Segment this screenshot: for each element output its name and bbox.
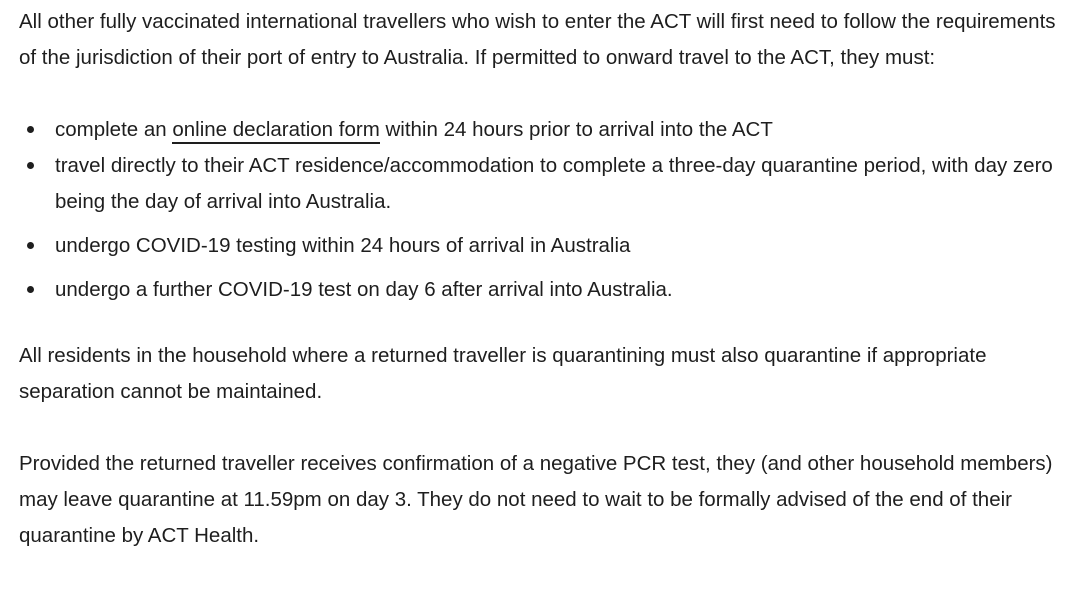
- household-paragraph: All residents in the household where a returned traveller is quarantining must also quarantine if appropriate separation cannot be maintained.: [19, 344, 987, 403]
- bullet-icon: [27, 286, 34, 293]
- list-item-quarantine: [19, 148, 1066, 220]
- list-item-text-after: within 24 hours prior to arrival into the ACT: [379, 118, 773, 141]
- list-item-declaration: [19, 112, 1066, 148]
- bullet-icon: [27, 242, 34, 249]
- list-item-testing: [19, 228, 1066, 264]
- intro-paragraph: All other fully vaccinated international travellers who wish to enter the ACT will first need to follow the requirements of the jurisdiction of their port of entry to Australia. If permitted to onward travel to the ACT, they must:: [19, 10, 1056, 69]
- list-item-text: undergo a further COVID-19 test on day 6 after arrival into Australia.: [55, 278, 673, 301]
- list-item-text-before: complete an: [55, 118, 173, 141]
- list-item-day6-test: [19, 272, 1066, 308]
- online-declaration-form-link[interactable]: online declaration form: [172, 118, 379, 144]
- release-paragraph: Provided the returned traveller receives confirmation of a negative PCR test, they (and other household members) may leave quarantine at 11.59pm on day 3. They do not need to wait to be formally advised of the end of their quarantine by ACT Health.: [19, 452, 1053, 547]
- requirements-list: [19, 112, 1066, 308]
- list-item-text: undergo COVID-19 testing within 24 hours of arrival in Australia: [55, 234, 631, 257]
- bullet-icon: [27, 162, 34, 169]
- list-item-text: travel directly to their ACT residence/accommodation to complete a three-day quarantine period, with day zero being the day of arrival into Australia.: [55, 154, 1053, 213]
- bullet-icon: [27, 126, 34, 133]
